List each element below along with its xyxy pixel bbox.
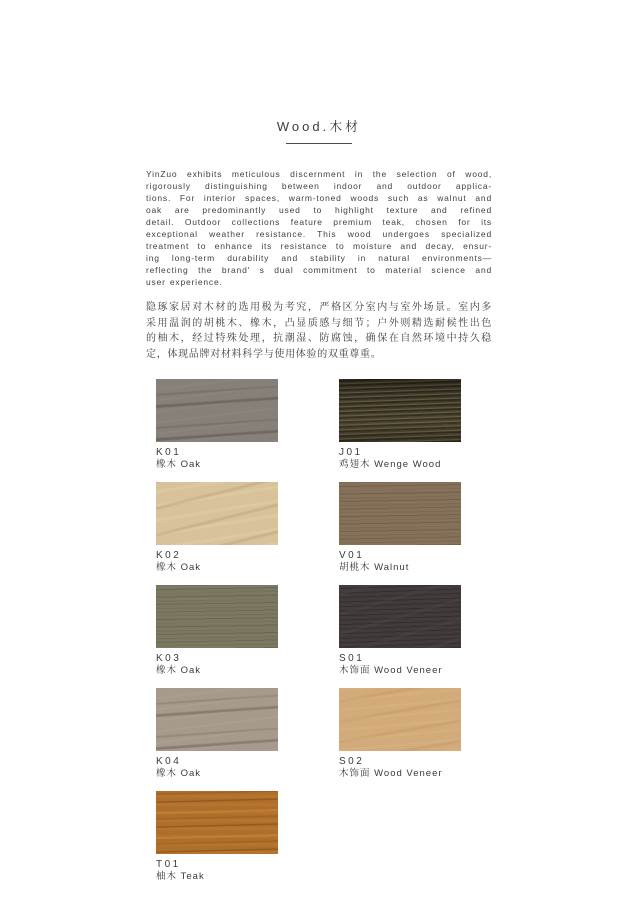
intro-en-line: reflecting the brand' s dual commitment to material science and: [146, 265, 492, 275]
swatch-cell-t01: [156, 791, 278, 883]
intro-en-line: ing long-term durability and stability in natural environments—: [146, 253, 492, 263]
swatch-cell-j01: [339, 379, 461, 471]
swatch-name: 柚木 Teak: [156, 871, 205, 882]
intro-en-line: treatment to enhance its resistance to moisture and decay, ensur-: [146, 241, 492, 251]
wood-swatch-image: [156, 482, 278, 545]
wood-swatch-image: [339, 688, 461, 751]
swatch-code: T01: [156, 859, 181, 870]
swatch-name: 橡木 Oak: [156, 768, 202, 779]
wood-swatch-image: [156, 688, 278, 751]
intro-paragraph-en: [146, 168, 492, 288]
intro-zh-line: 的柚木，经过特殊处理，抗潮湿、防腐蚀，确保在自然环境中持久稳: [146, 333, 492, 344]
swatch-name: 橡木 Oak: [156, 665, 202, 676]
swatch-name: 鸡翅木 Wenge Wood: [339, 459, 442, 470]
swatch-code: K02: [156, 550, 182, 561]
swatch-code: K01: [156, 447, 182, 458]
swatch-cell-k03: [156, 585, 278, 677]
intro-zh-line: 隐琢家居对木材的选用极为考究，严格区分室内与室外场景。室内多: [146, 302, 492, 313]
intro-en-line: tions. For interior spaces, warm-toned woods such as walnut and: [146, 193, 492, 203]
swatch-cell-s02: [339, 688, 461, 780]
swatch-name: 胡桃木 Walnut: [339, 562, 410, 573]
intro-zh-line: 采用温润的胡桃木、橡木，凸显质感与细节；户外则精选耐候性出色: [146, 317, 492, 329]
wood-swatch-image: [339, 482, 461, 545]
swatch-code: K03: [156, 653, 182, 664]
swatch-cell-s01: [339, 585, 461, 677]
swatch-name: 橡木 Oak: [156, 562, 202, 573]
swatch-code: J01: [339, 447, 363, 458]
intro-en-line: exceptional weather resistance. This wood undergoes specialized: [146, 229, 492, 239]
wood-swatch-image: [156, 379, 278, 442]
wood-swatch-image: [156, 585, 278, 648]
swatch-name: 木饰面 Wood Veneer: [339, 768, 443, 779]
swatch-cell-k04: [156, 688, 278, 780]
swatch-name: 橡木 Oak: [156, 459, 202, 470]
intro-en-line: oak are predominantly used to highlight texture and refined: [146, 205, 492, 215]
swatch-grid: [156, 379, 492, 883]
page-title: Wood.木材: [276, 119, 362, 134]
swatch-code: S02: [339, 756, 365, 767]
content-column: [146, 0, 492, 883]
swatch-name: 木饰面 Wood Veneer: [339, 665, 443, 676]
swatch-code: V01: [339, 550, 365, 561]
swatch-cell-k01: [156, 379, 278, 471]
swatch-cell-k02: [156, 482, 278, 574]
intro-zh-line: 定，体现品牌对材料科学与使用体验的双重尊重。: [146, 348, 382, 360]
wood-swatch-image: [156, 791, 278, 854]
wood-swatch-image: [339, 585, 461, 648]
intro-en-line: YinZuo exhibits meticulous discernment in the selection of wood,: [146, 169, 492, 179]
swatch-code: K04: [156, 756, 182, 767]
intro-en-line: user experience.: [146, 277, 223, 287]
title-underline: [286, 143, 352, 144]
wood-swatch-image: [339, 379, 461, 442]
swatch-code: S01: [339, 653, 365, 664]
swatch-cell-v01: [339, 482, 461, 574]
intro-en-line: rigorously distinguishing between indoor and outdoor applica-: [146, 181, 492, 191]
intro-en-line: detail. Outdoor collections feature premium teak, chosen for its: [146, 217, 492, 227]
intro-paragraph-zh: [146, 300, 492, 362]
